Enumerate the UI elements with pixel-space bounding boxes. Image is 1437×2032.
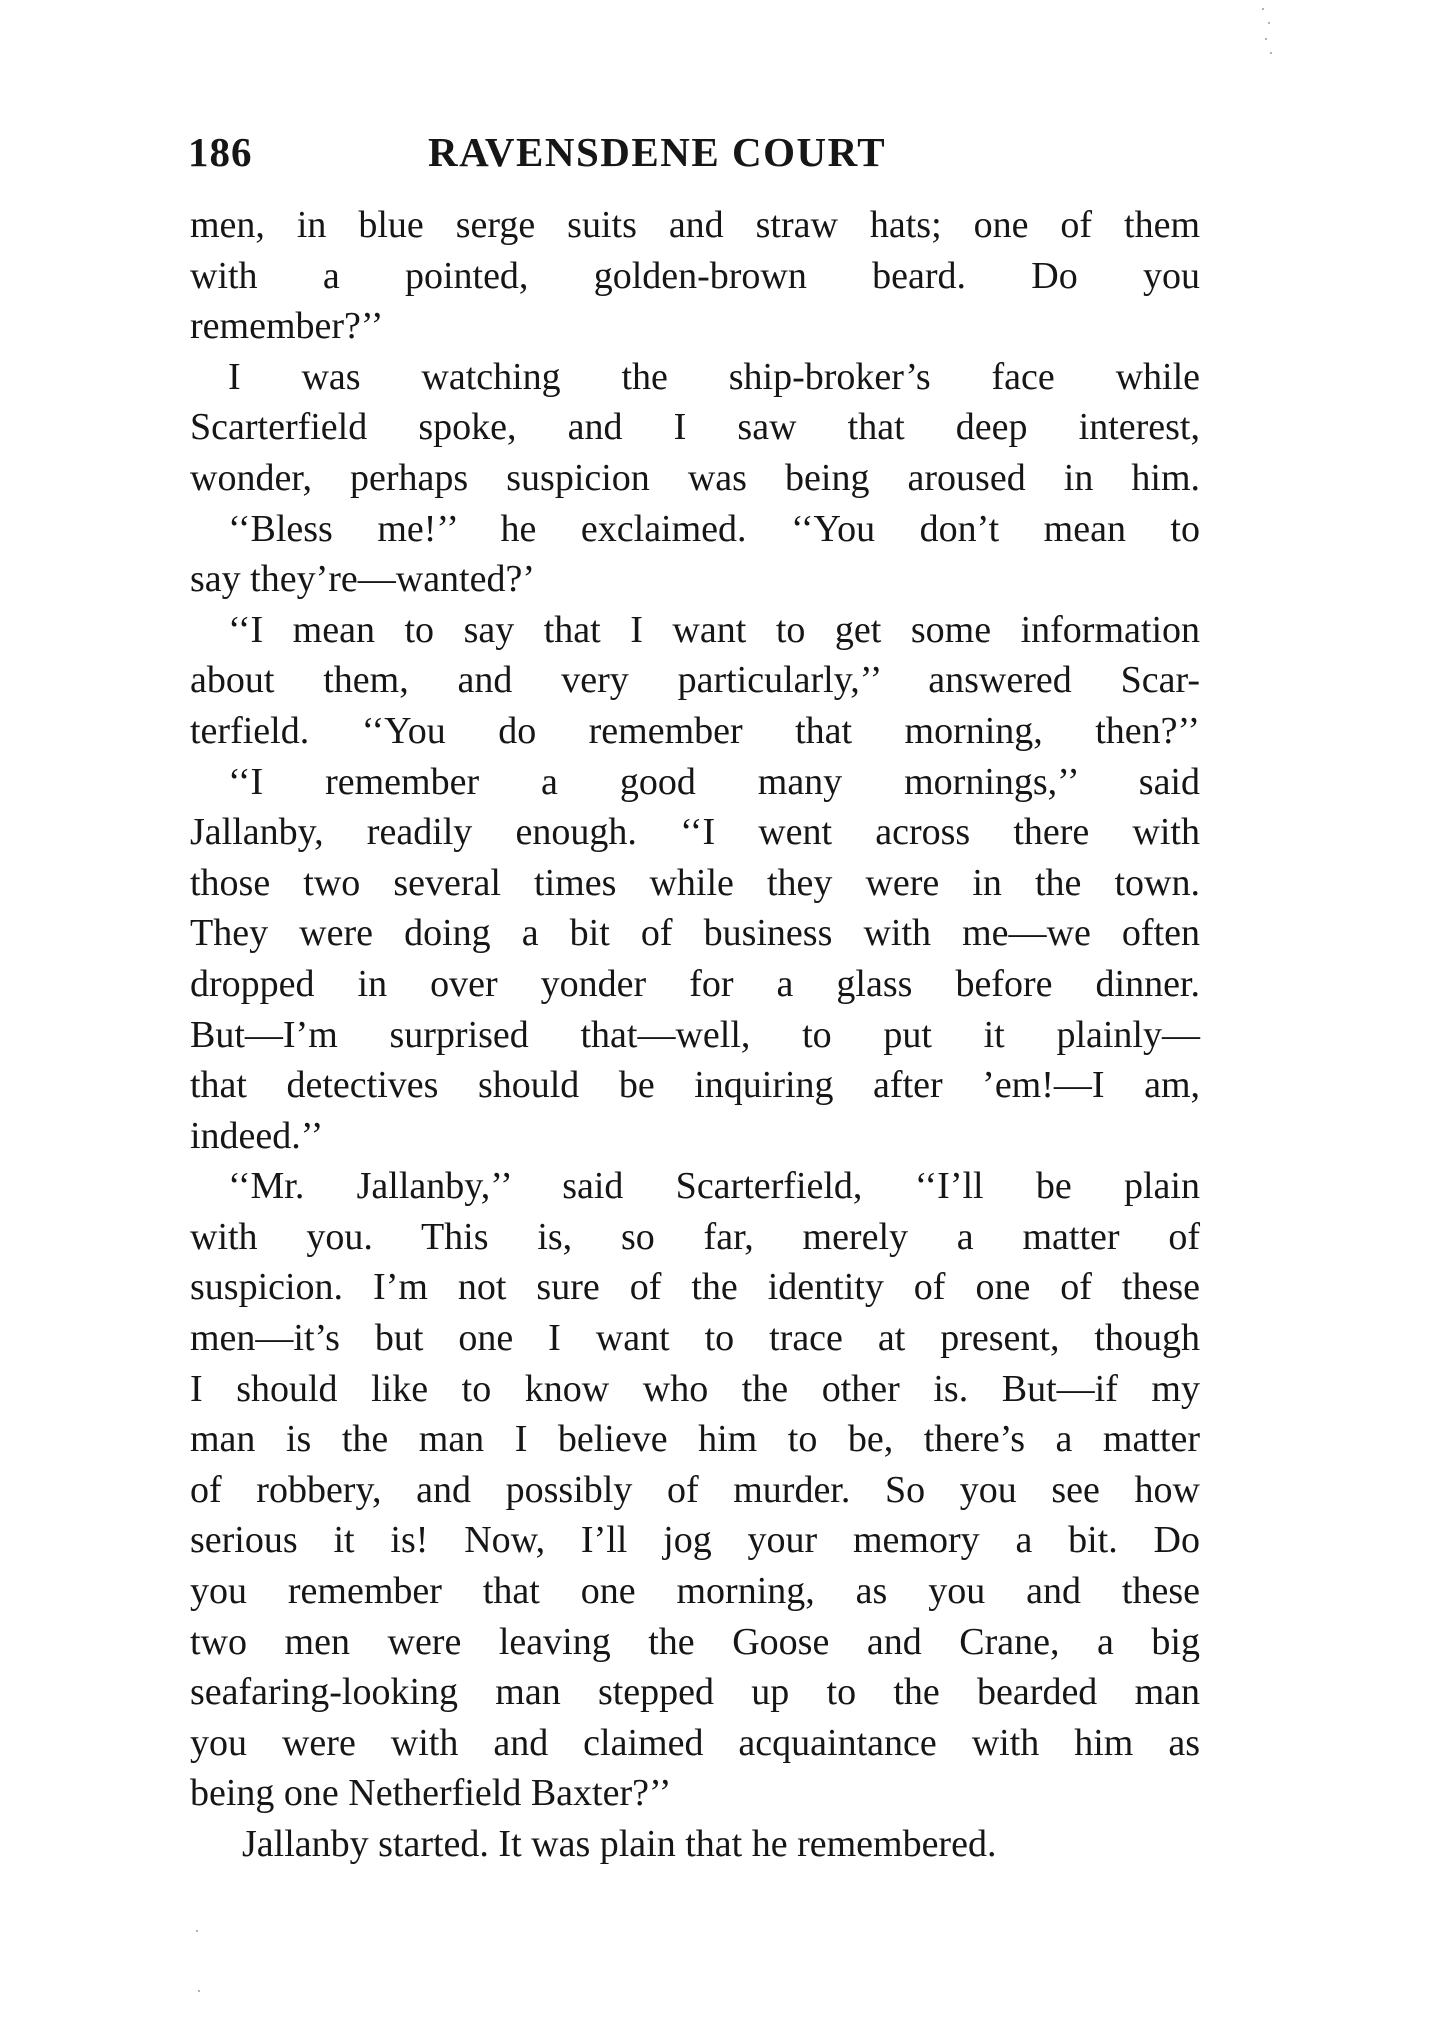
text-line: say they’re—wanted?’ [190, 558, 536, 601]
text-line: terfield. ‘‘You do remember that morning, then?’’ [190, 709, 1200, 752]
text-line: you were with and claimed acquaintance with him as [190, 1721, 1200, 1764]
text-line: that detectives should be inquiring after ’em!—I am, [190, 1064, 1200, 1107]
text-line: ‘‘Mr. Jallanby,’’ said Scarterfield, ‘‘I’ll be plain [228, 1165, 1200, 1208]
text-line: you remember that one morning, as you and these [190, 1570, 1200, 1613]
text-line: I was watching the ship-broker’s face while [228, 355, 1200, 398]
text-line: with a pointed, golden-brown beard. Do you [190, 254, 1200, 297]
scan-speck [198, 1990, 200, 1992]
text-line: two men were leaving the Goose and Crane, a big [190, 1620, 1200, 1663]
page-number: 186 [188, 129, 253, 175]
text-line: ‘‘I remember a good many mornings,’’ said [228, 760, 1200, 803]
text-line: Jallanby, readily enough. ‘‘I went across there with [190, 811, 1200, 854]
text-line: But—I’m surprised that—well, to put it plainly— [190, 1013, 1200, 1056]
text-line: indeed.’’ [190, 1114, 324, 1157]
text-line: serious it is! Now, I’ll jog your memory a bit. Do [190, 1519, 1200, 1562]
text-line: They were doing a bit of business with me—we often [190, 912, 1200, 955]
text-line: wonder, perhaps suspicion was being aroused in him. [190, 456, 1200, 499]
text-line: I should like to know who the other is. But—if my [190, 1367, 1200, 1410]
text-line: Jallanby started. It was plain that he remembered. [242, 1823, 997, 1865]
text-line: seafaring-looking man stepped up to the bearded man [190, 1671, 1200, 1714]
text-line: Scarterfield spoke, and I saw that deep interest, [190, 406, 1200, 449]
text-line: suspicion. I’m not sure of the identity of one of these [190, 1266, 1200, 1309]
page-header [188, 128, 1198, 184]
running-title: RAVENSDENE COURT [428, 129, 887, 175]
scan-speck [1262, 8, 1264, 10]
text-line: dropped in over yonder for a glass before dinner. [190, 962, 1200, 1005]
text-line: of robbery, and possibly of murder. So you see how [190, 1468, 1200, 1511]
scan-speck [1268, 22, 1270, 24]
body-text [190, 200, 1200, 1870]
scan-speck [196, 1930, 198, 1932]
text-line: men—it’s but one I want to trace at present, though [190, 1317, 1200, 1360]
text-line: being one Netherfield Baxter?’’ [190, 1772, 672, 1815]
text-line: ‘‘I mean to say that I want to get some information [228, 608, 1200, 651]
text-line: with you. This is, so far, merely a matter of [190, 1215, 1200, 1258]
text-line: remember?’’ [190, 305, 384, 348]
scan-speck [1265, 38, 1267, 40]
text-line: those two several times while they were in the town. [190, 861, 1200, 904]
text-line: ‘‘Bless me!’’ he exclaimed. ‘‘You don’t mean to [228, 507, 1200, 550]
text-line: men, in blue serge suits and straw hats; one of them [190, 204, 1200, 246]
text-line: man is the man I believe him to be, there’s a matter [190, 1418, 1200, 1461]
text-line: about them, and very particularly,’’ answered Scar- [190, 659, 1200, 702]
scan-speck [1270, 52, 1272, 54]
